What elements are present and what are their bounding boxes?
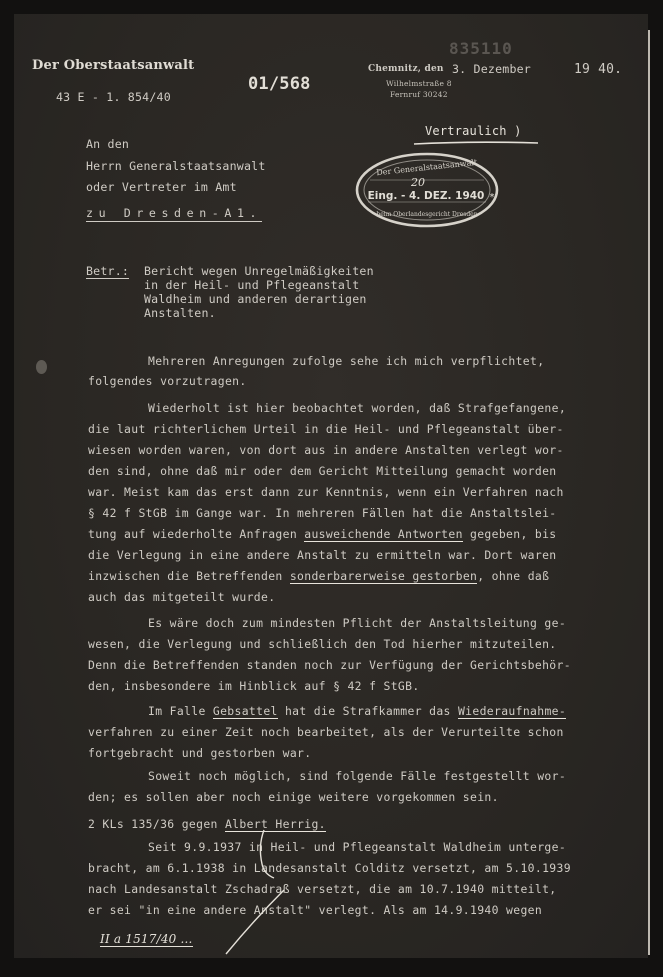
confidential-mark: Vertraulich ) xyxy=(425,124,522,138)
handwritten-stroke xyxy=(214,884,294,958)
handwritten-note: II a 1517/40 ... xyxy=(100,932,193,946)
place-label: Chemnitz, den xyxy=(368,64,444,74)
underlined-phrase: sonderbarerweise gestorben xyxy=(289,569,478,583)
document-page xyxy=(14,14,648,958)
underlined-name: Gebsattel xyxy=(212,704,278,718)
body-line: Es wäre doch zum mindesten Pflicht der Anstaltsleitung ge- xyxy=(148,616,567,630)
body-line: § 42 f StGB im Gange war. In mehreren Fällen hat die Anstaltslei- xyxy=(88,506,557,520)
subject-label: Betr.: xyxy=(86,264,130,278)
faint-archive-number: 835110 xyxy=(449,39,513,58)
recipient-city: zu Dresden-A1. xyxy=(86,206,263,220)
body-line: fortgebracht und gestorben war. xyxy=(88,746,312,760)
document-number: 01/568 xyxy=(248,74,311,94)
recipient-line-1: An den xyxy=(86,137,130,151)
office-name: Der Oberstaatsanwalt xyxy=(32,58,195,73)
recipient-line-3: oder Vertreter im Amt xyxy=(86,180,237,194)
body-line: den; es sollen aber noch einige weitere vorgekommen sein. xyxy=(88,790,499,804)
file-reference: 43 E - 1. 854/40 xyxy=(56,90,171,104)
subject-line-3: Waldheim und anderen derartigen xyxy=(144,292,367,306)
body-line: wesen, die Verlegung und schließlich den Tod hierher mitzuteilen. xyxy=(88,637,557,651)
stamp-top-text: Der Generalstaatsanwalt xyxy=(375,157,478,178)
body-line: war. Meist kam das erst dann zur Kenntnis, wenn ein Verfahren nach xyxy=(88,485,564,499)
letter-year: 19 40. xyxy=(574,62,623,77)
body-line: verfahren zu einer Zeit noch bearbeitet, als der Verurteilte schon xyxy=(88,725,564,739)
receipt-stamp xyxy=(352,150,502,230)
body-line: Mehreren Anregungen zufolge sehe ich mich verpflichtet, xyxy=(148,354,545,368)
body-line: auch das mitgeteilt wurde. xyxy=(88,590,276,604)
subject-line-2: in der Heil- und Pflegeanstalt xyxy=(144,278,360,292)
body-line: wiesen worden waren, von dort aus in andere Anstalten verlegt wor- xyxy=(88,443,564,457)
underlined-name: Albert Herrig. xyxy=(224,817,326,831)
letter-date: 3. Dezember xyxy=(452,62,531,76)
body-line: Soweit noch möglich, sind folgende Fälle festgestellt wor- xyxy=(148,769,567,783)
punch-hole xyxy=(36,360,47,374)
body-line: die laut richterlichem Urteil in die Heil- und Pflegeanstalt über- xyxy=(88,422,564,436)
stamp-star-icon: * xyxy=(489,192,495,203)
case-heading: 2 KLs 135/36 gegen Albert Herrig. xyxy=(88,817,326,831)
subject-line-1: Bericht wegen Unregelmäßigkeiten xyxy=(144,264,374,278)
body-line: bracht, am 6.1.1938 in Landesanstalt Colditz versetzt, am 5.10.1939 xyxy=(88,861,571,875)
confidential-underline xyxy=(412,140,542,148)
body-line: nach Landesanstalt Zschadraß versetzt, die am 10.7.1940 mitteilt, xyxy=(88,882,557,896)
underlined-phrase: Wiederaufnahme- xyxy=(457,704,567,718)
body-line: den, insbesondere im Hinblick auf § 42 f StGB. xyxy=(88,679,420,693)
body-line: die Verlegung in eine andere Anstalt zu ermitteln war. Dort waren xyxy=(88,548,557,562)
stamp-date: Eing. - 4. DEZ. 1940 xyxy=(367,190,485,202)
body-line: Denn die Betreffenden standen noch zur Verfügung der Gerichtsbehör- xyxy=(88,658,571,672)
body-line: inzwischen die Betreffenden sonderbarerweise gestorben, ohne daß xyxy=(88,569,550,583)
body-line: Im Falle Gebsattel hat die Strafkammer das Wiederaufnahme- xyxy=(148,704,567,718)
body-line: er sei "in eine andere Anstalt" verlegt. Als am 14.9.1940 wegen xyxy=(88,903,543,917)
handwritten-bracket xyxy=(254,826,294,886)
street-address: Wilhelmstraße 8 xyxy=(386,79,452,88)
body-line: den sind, ohne daß mir oder dem Gericht Mitteilung gemacht worden xyxy=(88,464,557,478)
body-line: Wiederholt ist hier beobachtet worden, daß Strafgefangene, xyxy=(148,401,567,415)
stamp-number: 20 xyxy=(411,176,425,189)
body-line: Seit 9.9.1937 in Heil- und Pflegeanstalt Waldheim unterge- xyxy=(148,840,567,854)
phone-number: Fernruf 30242 xyxy=(390,90,448,99)
recipient-line-2: Herrn Generalstaatsanwalt xyxy=(86,159,266,173)
body-line: tung auf wiederholte Anfragen ausweichende Antworten gegeben, bis xyxy=(88,527,557,541)
subject-line-4: Anstalten. xyxy=(144,306,216,320)
body-line: folgendes vorzutragen. xyxy=(88,374,247,388)
underlined-phrase: ausweichende Antworten xyxy=(304,527,463,541)
stamp-bottom-text: beim Oberlandesgericht Dresden xyxy=(376,211,478,218)
